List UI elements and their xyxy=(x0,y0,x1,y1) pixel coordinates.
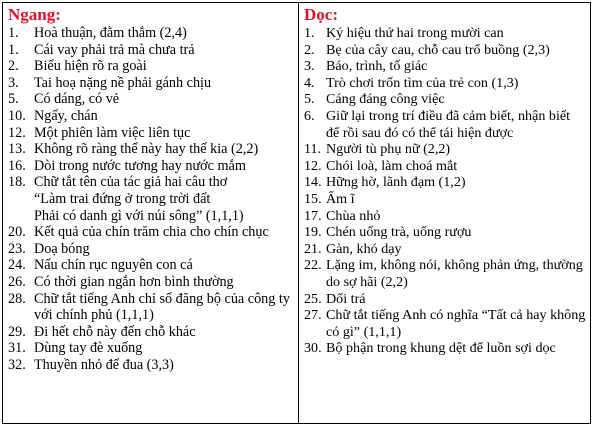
clue-number: 18. xyxy=(8,174,26,191)
down-clue xyxy=(304,241,586,258)
clue-text: Nấu chín rục nguyên con cá xyxy=(34,257,193,274)
across-clue xyxy=(8,241,294,258)
clue-number: 20. xyxy=(8,224,26,241)
down-heading: Dọc: xyxy=(304,5,338,24)
across-clue xyxy=(8,274,294,291)
clue-text: Chói loà, làm choá mắt xyxy=(326,157,458,174)
across-clue xyxy=(8,58,294,75)
clue-number: 2. xyxy=(304,41,315,58)
down-clue xyxy=(304,108,586,141)
clue-number: 16. xyxy=(8,157,26,174)
clue-text: Có thời gian ngắn hơn bình thường xyxy=(34,273,234,290)
clue-text: Cái vay phải trả mà chưa trả xyxy=(34,41,195,58)
clue-text: Tai hoạ nặng nề phải gánh chịu xyxy=(34,74,212,91)
across-clue xyxy=(8,141,294,158)
down-clue xyxy=(304,174,586,191)
clue-text: Kết quả của chín trăm chia cho chín chục xyxy=(34,224,269,241)
down-clue xyxy=(304,42,586,59)
clue-text: Có dáng, có vẻ xyxy=(34,91,120,108)
down-column xyxy=(299,3,590,423)
clue-number: 27. xyxy=(304,307,322,324)
across-clue xyxy=(8,42,294,59)
clue-text: Hoà thuận, đằm thắm (2,4) xyxy=(34,25,187,41)
clue-number: 31. xyxy=(8,340,26,357)
clue-number: 5. xyxy=(304,91,315,108)
clue-text: Chén uống trà, uống rượu xyxy=(326,224,472,241)
clue-number: 25. xyxy=(304,290,322,307)
clue-text: Dối trá xyxy=(326,290,366,307)
clue-number: 3. xyxy=(304,58,315,75)
clue-text: Gàn, khó dạy xyxy=(326,240,402,257)
clue-text: Thuyền nhỏ để đua (3,3) xyxy=(34,356,174,373)
clue-text: Một phiên làm việc liên tục xyxy=(34,124,191,141)
clue-text: Hững hờ, lãnh đạm (1,2) xyxy=(326,174,466,191)
clue-text: Bộ phận trong khung dệt để luồn sợi dọc xyxy=(326,340,556,357)
across-clue xyxy=(8,158,294,175)
clue-number: 23. xyxy=(8,240,26,257)
down-clue xyxy=(304,91,586,108)
clue-text: Biểu hiện rõ ra goài xyxy=(34,58,147,75)
clue-number: 19. xyxy=(304,224,322,241)
clue-number: 12. xyxy=(304,157,322,174)
down-clue xyxy=(304,58,586,75)
across-clue xyxy=(8,25,294,42)
clue-text: Ấm ĩ xyxy=(326,190,355,207)
down-clue xyxy=(304,224,586,241)
clue-number: 3. xyxy=(8,74,19,91)
across-clue xyxy=(8,357,294,374)
clue-number: 5. xyxy=(8,91,19,108)
clue-number: 32. xyxy=(8,356,26,373)
clue-text: Đi hết chỗ này đến chỗ khác xyxy=(34,323,196,340)
across-clue-list xyxy=(8,25,294,373)
clue-number: 15. xyxy=(304,190,322,207)
down-clue-list xyxy=(304,25,586,357)
clue-number: 2. xyxy=(8,58,19,75)
clue-number: 10. xyxy=(8,107,26,124)
clue-text: Chùa nhỏ xyxy=(326,207,381,224)
clue-text: Ngấy, chán xyxy=(34,107,98,124)
down-clue xyxy=(304,291,586,308)
clue-number: 6. xyxy=(304,107,315,124)
across-clue xyxy=(8,75,294,92)
clue-text: Không rõ ràng thế này hay thế kia (2,2) xyxy=(34,141,259,158)
across-clue xyxy=(8,224,294,241)
clue-number: 1. xyxy=(8,41,19,58)
clue-number: 1. xyxy=(8,25,19,41)
clue-text: Chữ tắt tên của tác giả hai câu thơ “Làm trai đứng ở trong trời đất Phải có danh gì với núi sông” (1,1,1) xyxy=(34,174,244,224)
clue-number: 21. xyxy=(304,240,322,257)
across-clue xyxy=(8,340,294,357)
down-clue xyxy=(304,141,586,158)
across-column xyxy=(3,3,299,423)
down-clue xyxy=(304,208,586,225)
clue-text: Chữ tắt tiếng Anh chỉ số đăng bộ của công ty với chính phủ (1,1,1) xyxy=(34,290,290,324)
down-clue xyxy=(304,340,586,357)
clue-number: 22. xyxy=(304,257,322,274)
clue-number: 13. xyxy=(8,141,26,158)
across-clue xyxy=(8,108,294,125)
clue-text: Dùng tay đè xuống xyxy=(34,340,143,357)
clue-number: 26. xyxy=(8,273,26,290)
clue-text: Giữ lại trong trí điều đã cảm biết, nhận biết để rồi sau đó có thể tái hiện được xyxy=(326,107,571,141)
clue-number: 17. xyxy=(304,207,322,224)
down-clue xyxy=(304,257,586,290)
clue-text: Lặng im, không nói, không phản ứng, thường do sợ hãi (2,2) xyxy=(326,257,583,290)
clue-text: Dòi trong nước tương hay nước mắm xyxy=(34,157,246,174)
clue-text: Bẹ của cây cau, chỗ cau trổ buồng (2,3) xyxy=(326,41,550,58)
across-clue xyxy=(8,125,294,142)
clue-text: Báo, trình, tố giác xyxy=(326,58,428,75)
clue-number: 24. xyxy=(8,257,26,274)
down-clue xyxy=(304,307,586,340)
across-clue xyxy=(8,324,294,341)
clue-number: 1. xyxy=(304,25,315,41)
clue-text: Doạ bóng xyxy=(34,240,90,257)
clue-text: Cáng đáng công việc xyxy=(326,91,445,108)
across-clue xyxy=(8,257,294,274)
clue-number: 14. xyxy=(304,174,322,191)
down-clue xyxy=(304,25,586,42)
clue-number: 28. xyxy=(8,290,26,307)
clues-table xyxy=(2,2,591,424)
clue-number: 12. xyxy=(8,124,26,141)
clue-number: 4. xyxy=(304,74,315,91)
clue-text: Chữ tắt tiếng Anh có nghĩa “Tất cả hay không có gì” (1,1,1) xyxy=(326,307,586,340)
across-clue xyxy=(8,91,294,108)
down-clue xyxy=(304,75,586,92)
across-clue xyxy=(8,174,294,224)
down-clue xyxy=(304,191,586,208)
clue-number: 11. xyxy=(304,141,322,158)
clue-number: 30. xyxy=(304,340,322,357)
clue-text: Trò chơi trốn tìm của trẻ con (1,3) xyxy=(326,74,519,91)
across-clue xyxy=(8,291,294,324)
clue-text: Người tù phụ nữ (2,2) xyxy=(326,141,451,158)
across-heading: Ngang: xyxy=(8,5,61,24)
clue-number: 29. xyxy=(8,323,26,340)
clue-text: Ký hiệu thứ hai trong mười can xyxy=(326,25,504,41)
down-clue xyxy=(304,158,586,175)
